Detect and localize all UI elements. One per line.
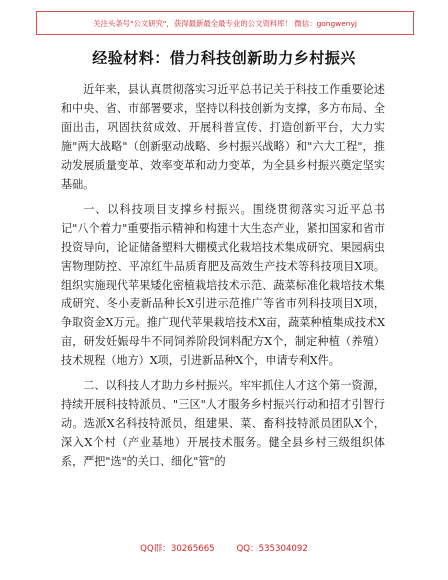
paragraph-tech-talent: 二、以科技人才助力乡村振兴。牢牢抓住人才这个第一资源，持续开展科技特派员、"三区"人才服务乡村振兴行动和招才引智行动。选派X名科技特派员，组建果、菜、畜科技特派员团队X个，深入X个村（产业基地）开展技术服务。健全县乡村三级组织体系，严把"选"的关口、细化"管"的: [61, 379, 385, 469]
paragraph-intro: 近年来，县认真贯彻落实习近平总书记关于科技工作重要论述和中央、省、市部署要求，坚持以科技创新为支撑，多方布局、全面出击，巩固扶贫成效、开展科普宣传、打造创新平台，大力实施"两大战略"（创新驱动战略、乡村振兴战略）和"六大工程"，推动发展质量变革、效率变革和动力变革，为全县乡村振兴奠定坚实基础。: [61, 83, 385, 191]
header-banner: [36, 11, 414, 35]
paragraph-tech-projects: 一、以科技项目支撑乡村振兴。围绕贯彻落实习近平总书记"八个着力"重要指示精神和构建十大生态产业，紧扣国家和省市投资导向，论证储备塑料大棚模式化栽培技术集成研究、果园病虫害物理防控、平凉红牛品质育肥及高效生产技术等科技项目X项。组织实施现代苹果矮化密植栽培技术示范、蔬菜标准化栽培技术集成研究、冬小麦新品种长X引进示范推广等省市列科技项目X项，争取资金X万元。推广现代苹果栽培技术X亩，蔬菜种植集成技术X亩，研发妊娠母牛不同饲养阶段饲料配方X个，制定种植（养殖）技术规程（地方）X项，引进新品种X个，申请专利X件。: [61, 202, 385, 368]
document-title: 经验材料：借力科技创新助力乡村振兴: [92, 49, 356, 67]
document-body: [61, 81, 385, 478]
footer-contact: QQ群：30265665 QQ：535304092: [140, 544, 308, 554]
banner-text: 关注头条号"公文研究"，获得最新最全最专业的公文资料库！ 微信：gongwenyj: [93, 18, 357, 28]
